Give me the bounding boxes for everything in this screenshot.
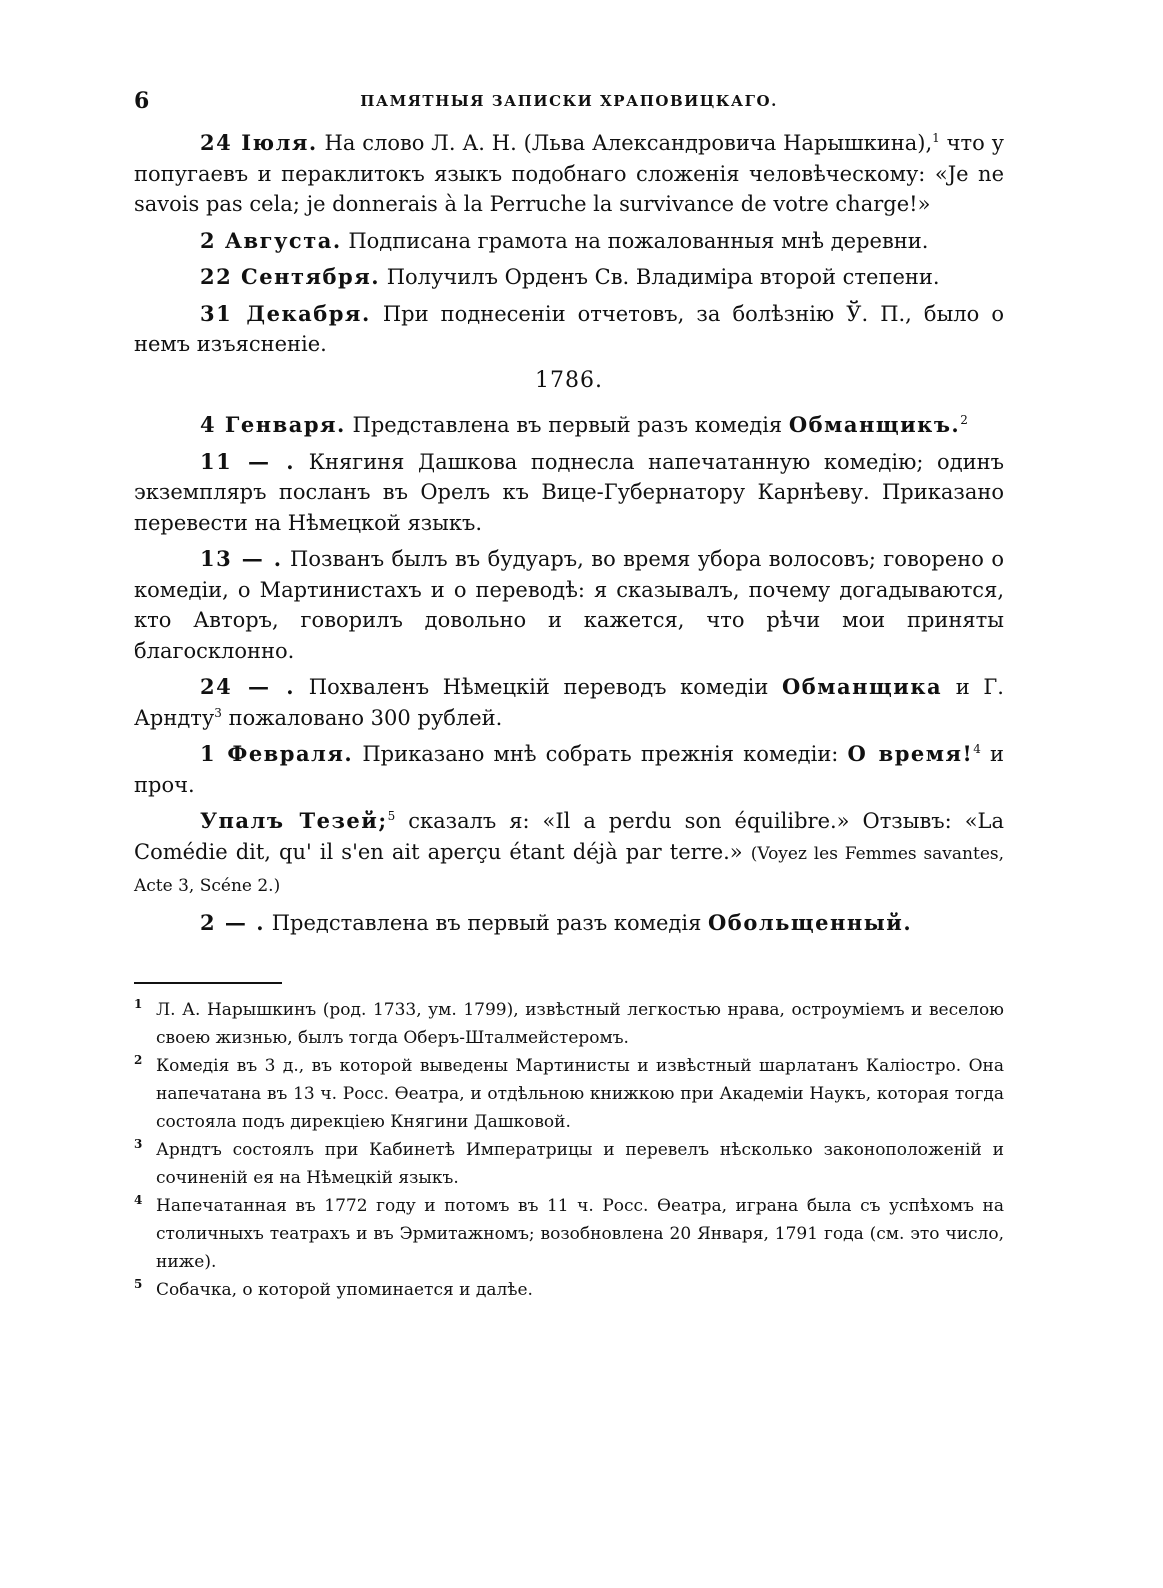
entry-text: сказалъ я: «Il a perdu son équilibre.» Отзывъ: «La Comédie dit, qu' il s'en ait aperçu étant déjà par terre.» bbox=[134, 809, 1005, 864]
entry-text: Представлена въ первый разъ комедія bbox=[265, 910, 709, 935]
footnote-2: 2 Комедія въ 3 д., въ которой выведены Мартинисты и извѣстный шарлатанъ Каліостро. Она напечатана въ 13 ч. Росс. Өеатра, и отдѣльною книжкою при Академіи Наукъ, которая тогда состояла подъ дирекціею Княгини Дашковой. bbox=[134, 1053, 1004, 1132]
footnote-text: Собачка, о которой упоминается и далѣе. bbox=[156, 1280, 533, 1300]
main-text bbox=[134, 128, 1004, 944]
entry-date: 22 Сентября. bbox=[200, 264, 381, 289]
running-title: ПАМЯТНЫЯ ЗАПИСКИ ХРАПОВИЦКАГО. bbox=[360, 92, 778, 110]
entry-date: 13 — . bbox=[200, 546, 283, 571]
footnote-text: Л. А. Нарышкинъ (род. 1733, ум. 1799), извѣстный легкостью нрава, остроуміемъ и веселою своею жизнью, былъ тогда Оберъ-Шталмейстеромъ. bbox=[156, 1000, 1004, 1048]
entry-text: Княгиня Дашкова поднесла напечатанную комедію; одинъ экземпляръ посланъ въ Орелъ къ Вице-Губернатору Карнѣеву. Приказано перевести на Нѣмецкой языкъ. bbox=[134, 449, 1004, 535]
footnotes bbox=[134, 996, 1004, 1304]
entry-date: 2 — . bbox=[200, 909, 266, 935]
entry-lead: Упалъ Тезей; bbox=[200, 808, 388, 833]
entry-tezei bbox=[134, 806, 1004, 902]
footnote-text: Арндтъ состоялъ при Кабинетѣ Императрицы и перевелъ нѣсколько законоположеній и сочиненій ея на Нѣмецкій языкъ. bbox=[156, 1140, 1004, 1188]
entry-2-august bbox=[134, 226, 1004, 257]
footnote-ref-4: 4 bbox=[973, 742, 981, 756]
footnote-ref-3: 3 bbox=[214, 705, 222, 720]
entry-text: Похваленъ Нѣмецкій переводъ комедіи bbox=[295, 675, 782, 699]
entry-4-january bbox=[134, 410, 1004, 441]
entry-date: 24 Іюля. bbox=[200, 130, 318, 155]
entry-text: пожаловано 300 рублей. bbox=[221, 705, 503, 730]
entry-24-july bbox=[134, 128, 1004, 220]
page-number: 6 bbox=[134, 88, 150, 114]
entry-text: Позванъ былъ въ будуаръ, во время убора волосовъ; говорено о комедіи, о Мартинистахъ и о переводѣ: я сказывалъ, почему догадываются, кто Авторъ, говорилъ довольно и кажется, что рѣчи мои приняты благосклонно. bbox=[134, 547, 1004, 663]
citation: (Voyez les Femmes savantes, Acte 3, Scéne 2.) bbox=[134, 843, 1005, 896]
entry-date: 2 Августа. bbox=[200, 227, 342, 253]
entry-13 bbox=[134, 544, 1004, 666]
entry-text: и проч. bbox=[134, 742, 1004, 797]
entry-text: Подписана грамота на пожалованныя мнѣ деревни. bbox=[341, 228, 929, 253]
entry-text: Приказано мнѣ собрать прежнія комедіи: bbox=[353, 742, 848, 766]
footnote-text: Комедія въ 3 д., въ которой выведены Мартинисты и извѣстный шарлатанъ Каліостро. Она напечатана въ 13 ч. Росс. Өеатра, и отдѣльною книжкою при Академіи Наукъ, которая тогда состояла подъ дирекціею Княгини Дашковой. bbox=[156, 1056, 1004, 1132]
footnote-divider bbox=[134, 982, 282, 984]
footnote-ref-2: 2 bbox=[960, 413, 968, 427]
entry-text: Представлена въ первый разъ комедія bbox=[345, 413, 789, 437]
entry-31-december bbox=[134, 299, 1004, 360]
entry-text: При поднесеніи отчетовъ, за болѣзнію Ў. П., было о немъ изъясненіе. bbox=[134, 301, 1004, 356]
footnote-text: Напечатанная въ 1772 году и потомъ въ 11 ч. Росс. Өеатра, играна была съ успѣхомъ на столичныхъ театрахъ и въ Эрмитажномъ; возобновлена 20 Января, 1791 года (см. это число, ниже). bbox=[156, 1196, 1004, 1272]
footnote-3: 3 Арндтъ состоялъ при Кабинетѣ Императрицы и перевелъ нѣсколько законоположеній и сочиненій ея на Нѣмецкій языкъ. bbox=[134, 1137, 1004, 1188]
entry-date: 24 — . bbox=[200, 674, 296, 699]
entry-2-february bbox=[134, 908, 1004, 939]
entry-11 bbox=[134, 447, 1004, 539]
year-heading: 1786. bbox=[535, 367, 603, 393]
comedy-title: О время! bbox=[847, 741, 974, 766]
entry-22-september bbox=[134, 262, 1004, 293]
footnote-ref-1: 1 bbox=[932, 131, 940, 145]
entry-1-february bbox=[134, 739, 1004, 800]
comedy-title: Обольщенный. bbox=[708, 909, 913, 935]
entry-text: На слово Л. А. Н. (Льва Александровича Нарышкина), bbox=[317, 131, 933, 155]
entry-date: 4 Генваря. bbox=[200, 412, 346, 437]
comedy-title: Обманщикъ. bbox=[788, 412, 961, 437]
footnote-ref-5: 5 bbox=[387, 809, 396, 823]
entry-date: 11 — . bbox=[200, 448, 296, 474]
entry-24 bbox=[134, 672, 1004, 733]
page-header bbox=[134, 88, 1004, 118]
entry-text: и Г. Арндту bbox=[134, 675, 1004, 730]
entry-text: что у попугаевъ и пераклитокъ языкъ подобнаго сложенія человѣческому: «Je ne savois pas cela; je donnerais à la Perruche la survivance de votre charge!» bbox=[134, 131, 1004, 216]
entry-date: 31 Декабря. bbox=[200, 300, 371, 326]
entry-text: Получилъ Орденъ Св. Владиміра второй степени. bbox=[380, 265, 940, 289]
footnote-1: 1 Л. А. Нарышкинъ (род. 1733, ум. 1799), извѣстный легкостью нрава, остроуміемъ и веселою своею жизнью, былъ тогда Оберъ-Шталмейстеромъ. bbox=[134, 997, 1004, 1048]
entry-date: 1 Февраля. bbox=[200, 741, 354, 766]
comedy-title: Обманщика bbox=[782, 674, 943, 699]
footnote-4: 4 Напечатанная въ 1772 году и потомъ въ 11 ч. Росс. Өеатра, играна была съ успѣхомъ на столичныхъ театрахъ и въ Эрмитажномъ; возобновлена 20 Января, 1791 года (см. это число, ниже). bbox=[134, 1193, 1004, 1272]
footnote-5: 5 Собачка, о которой упоминается и далѣе. bbox=[134, 1277, 533, 1300]
